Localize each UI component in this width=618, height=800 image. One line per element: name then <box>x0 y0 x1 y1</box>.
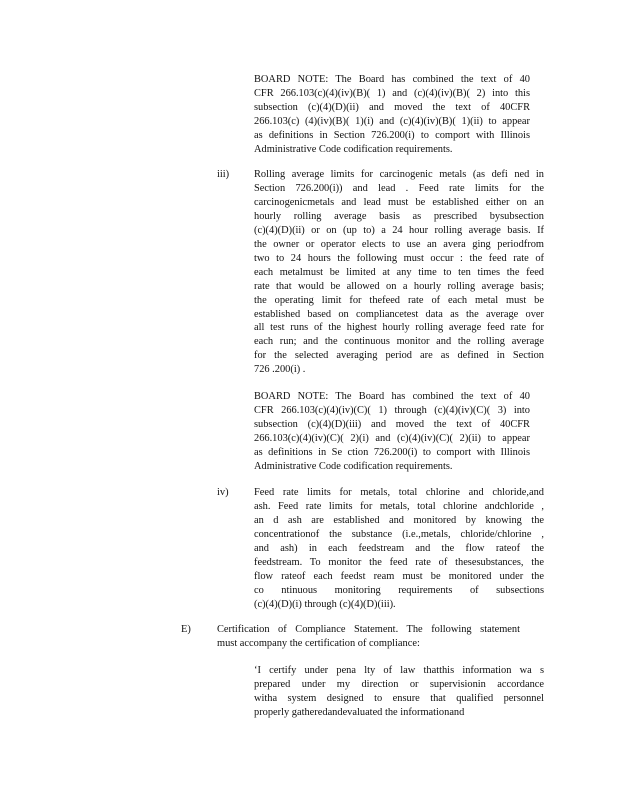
text-line: must accompany the certification of compliance: <box>217 637 420 649</box>
text-line: Feed rate limits for metals, total chlorine and chloride,and <box>254 487 544 498</box>
text-line: carcinogenicmetals and lead must be established either on an <box>254 196 544 208</box>
text-line: established based on compliancetest data as the average over <box>254 308 544 320</box>
section-e-text <box>217 623 520 651</box>
text-line: hourly rolling average basis as prescribed bysubsection <box>254 210 544 222</box>
text-line: ‘I certify under pena lty of law thatthis information wa s <box>254 665 544 676</box>
text-line: 266.103(c)(4)(iv)(C)( 2)(i) and (c)(4)(iv)(C)( 2)(ii) to appear <box>254 432 530 444</box>
text-line: Administrative Code codification requirements. <box>254 143 453 155</box>
text-line: 726 .200(i) . <box>254 364 306 376</box>
text-line: flow rateof each feedst ream must be monitored under the <box>254 570 544 582</box>
text-line: BOARD NOTE: The Board has combined the text of 40 <box>254 391 530 402</box>
text-line: 266.103(c) (4)(iv)(B)( 1)(i) and (c)(4)(iv)(B)( 1)(ii) to appear <box>254 115 530 127</box>
text-line: the owner or operator elects to use an avera ging periodfrom <box>254 238 544 250</box>
text-line: as definitions in Se ction 726.200(i) to comport with Illinois <box>254 446 530 458</box>
text-line: Section 726.200(i)) and lead . Feed rate limits for the <box>254 182 544 194</box>
item-label-iii: iii) <box>217 169 230 180</box>
text-line: (c)(4)(D)(ii) or on (up to) a 24 hour rolling average basis. If <box>254 224 544 236</box>
text-line: each run; and the continuous monitor and the rolling average <box>254 336 544 348</box>
text-line: witha system designed to ensure that qualified personnel <box>254 692 544 704</box>
item-label-iv: iv) <box>217 487 229 498</box>
text-line: feedstream. To monitor the feed rate of thesesubstances, the <box>254 556 544 568</box>
board-note-1 <box>254 73 530 157</box>
text-line: Rolling average limits for carcinogenic metals (as defi ned in <box>254 169 544 180</box>
text-line: CFR 266.103(c)(4)(iv)(B)( 1) and (c)(4)(iv)(B)( 2) into this <box>254 87 530 99</box>
text-line: an d ash are established and monitored by knowing the <box>254 514 544 526</box>
text-line: Certification of Compliance Statement. The following statement <box>217 624 520 635</box>
section-label-e: E) <box>181 624 191 635</box>
text-line: BOARD NOTE: The Board has combined the text of 40 <box>254 74 530 85</box>
text-line: ash. Feed rate limits for metals, total chlorine andchloride , <box>254 500 544 512</box>
text-line: and ash) in each feedstream and the flow rateof the <box>254 542 544 554</box>
board-note-2 <box>254 390 530 474</box>
text-line: subsection (c)(4)(D)(ii) and moved the text of 40CFR <box>254 101 530 113</box>
text-line: subsection (c)(4)(D)(iii) and moved the text of 40CFR <box>254 418 530 430</box>
text-line: CFR 266.103(c)(4)(iv)(C)( 1) through (c)(4)(iv)(C)( 3) into <box>254 404 530 416</box>
certification-quote <box>254 664 544 720</box>
text-line: rate that would be allowed on a hourly rolling average basis; <box>254 280 544 292</box>
text-line: each metalmust be limited at any time to ten times the feed <box>254 266 544 278</box>
item-iv-text <box>254 486 544 612</box>
text-line: as definitions in Section 726.200(i) to comport with Illinois <box>254 129 530 141</box>
text-line: Administrative Code codification requirements. <box>254 460 453 472</box>
text-line: properly gatheredandevaluated the informationand <box>254 706 465 718</box>
text-line: for the selected averaging period are as defined in Section <box>254 350 544 362</box>
text-line: prepared under my direction or supervisionin accordance <box>254 678 544 690</box>
text-line: co ntinuous monitoring requirements of subsections <box>254 584 544 596</box>
item-iii-text <box>254 168 544 377</box>
text-line: concentrationof the substance (i.e.,metals, chloride/chlorine , <box>254 528 544 540</box>
text-line: (c)(4)(D)(i) through (c)(4)(D)(iii). <box>254 598 396 610</box>
text-line: all test runs of the highest hourly rolling average feed rate for <box>254 322 544 334</box>
text-line: the operating limit for thefeed rate of each metal must be <box>254 294 544 306</box>
text-line: two to 24 hours the following must occur : the feed rate of <box>254 252 544 264</box>
